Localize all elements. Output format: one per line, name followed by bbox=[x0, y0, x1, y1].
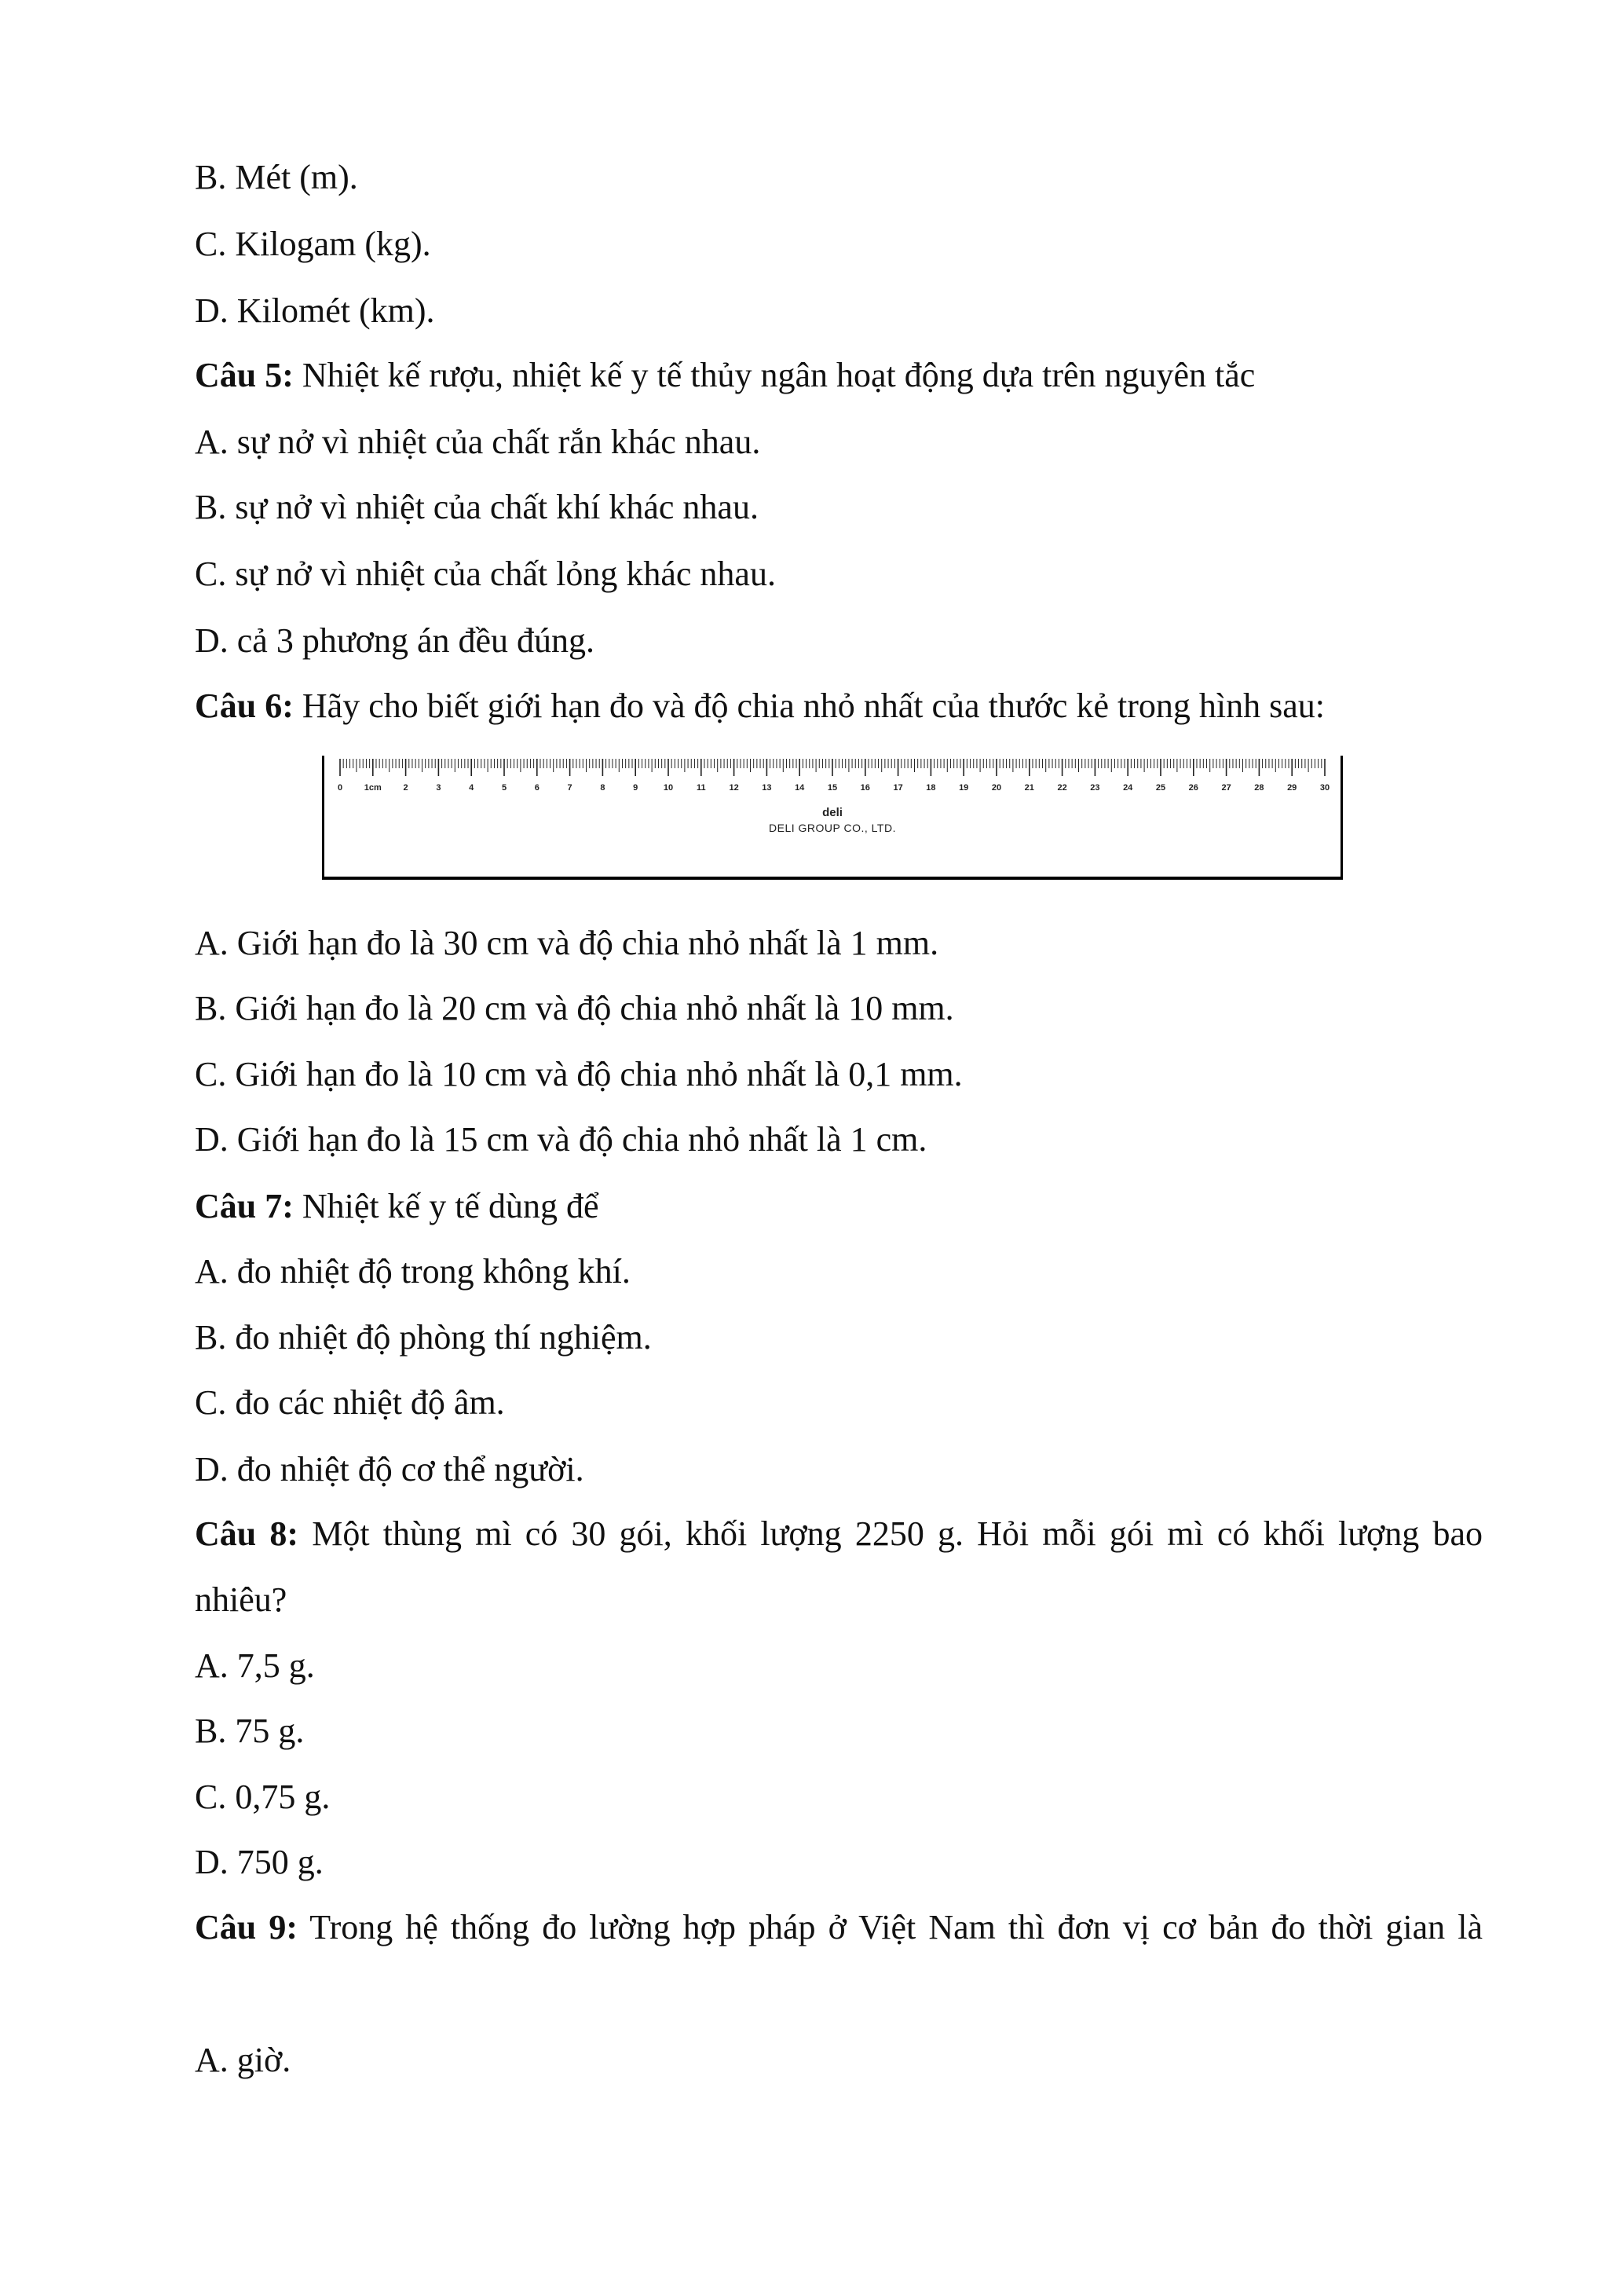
q6-option-b: B. Giới hạn đo là 20 cm và độ chia nhỏ nhất là 10 mm. bbox=[195, 989, 954, 1027]
ruler-company-name: DELI GROUP CO., LTD. bbox=[769, 822, 896, 834]
question-6 bbox=[195, 686, 1483, 727]
question-9-label: Câu 9: bbox=[195, 1908, 298, 1946]
question-9-text: Trong hệ thống đo lường hợp pháp ở Việt Nam thì đơn vị cơ bản đo thời gian là bbox=[297, 1908, 1483, 1946]
ruler-label: 30 bbox=[1319, 783, 1330, 793]
q6-option-d: D. Giới hạn đo là 15 cm và độ chia nhỏ nhất là 1 cm. bbox=[195, 1120, 927, 1159]
q8-option-c: C. 0,75 g. bbox=[195, 1778, 331, 1816]
q4-option-d: D. Kilomét (km). bbox=[195, 291, 435, 330]
q8-option-d: D. 750 g. bbox=[195, 1843, 324, 1881]
ruler-figure bbox=[322, 756, 1343, 880]
question-6-text: Hãy cho biết giới hạn đo và độ chia nhỏ nhất của thước kẻ trong hình sau: bbox=[293, 687, 1325, 725]
q5-option-b: B. sự nở vì nhiệt của chất khí khác nhau. bbox=[195, 488, 759, 526]
ruler-label: 27 bbox=[1221, 783, 1231, 793]
ruler-label: 8 bbox=[600, 783, 605, 793]
ruler-label: 16 bbox=[860, 783, 870, 793]
q5-option-a: A. sự nở vì nhiệt của chất rắn khác nhau. bbox=[195, 423, 761, 461]
ruler-label: 11 bbox=[696, 783, 706, 793]
ruler-label: 28 bbox=[1254, 783, 1264, 793]
ruler-label: 5 bbox=[501, 783, 507, 793]
q5-option-d: D. cả 3 phương án đều đúng. bbox=[195, 621, 595, 660]
ruler-label: 6 bbox=[534, 783, 540, 793]
q6-option-a: A. Giới hạn đo là 30 cm và độ chia nhỏ nhất là 1 mm. bbox=[195, 924, 939, 962]
ruler-label: 19 bbox=[959, 783, 969, 793]
ruler-label: 17 bbox=[893, 783, 903, 793]
question-7 bbox=[195, 1186, 1483, 1228]
q8-option-b: B. 75 g. bbox=[195, 1712, 305, 1750]
question-8-text: Một thùng mì có 30 gói, khối lượng 2250 g. Hỏi mỗi gói mì có khối lượng bao nhiêu? bbox=[195, 1514, 1483, 1619]
q7-option-d: D. đo nhiệt độ cơ thể người. bbox=[195, 1450, 584, 1489]
ruler-label: 22 bbox=[1057, 783, 1067, 793]
question-5-text: Nhiệt kế rượu, nhiệt kế y tế thủy ngân hoạt động dựa trên nguyên tắc bbox=[293, 356, 1256, 394]
ruler-label: 13 bbox=[762, 783, 772, 793]
ruler-label: 10 bbox=[663, 783, 674, 793]
ruler-scale bbox=[324, 756, 1341, 803]
ruler-brand-logo: deli bbox=[822, 806, 843, 819]
question-7-label: Câu 7: bbox=[195, 1187, 294, 1225]
question-7-text: Nhiệt kế y tế dùng để bbox=[293, 1187, 599, 1225]
q8-option-a: A. 7,5 g. bbox=[195, 1646, 315, 1685]
ruler-label: 4 bbox=[469, 783, 474, 793]
q4-option-c: C. Kilogam (kg). bbox=[195, 225, 431, 263]
ruler-label: 9 bbox=[633, 783, 638, 793]
q7-option-a: A. đo nhiệt độ trong không khí. bbox=[195, 1252, 631, 1291]
q9-option-a: A. giờ. bbox=[195, 2041, 291, 2079]
ruler-label: 14 bbox=[795, 783, 805, 793]
ruler-label: 15 bbox=[827, 783, 838, 793]
ruler-label: 24 bbox=[1123, 783, 1133, 793]
question-6-label: Câu 6: bbox=[195, 687, 294, 725]
ruler-label: 7 bbox=[567, 783, 572, 793]
q4-option-b: B. Mét (m). bbox=[195, 158, 358, 196]
question-5-label: Câu 5: bbox=[195, 356, 294, 394]
q5-option-c: C. sự nở vì nhiệt của chất lỏng khác nhau. bbox=[195, 555, 776, 593]
ruler-label: 3 bbox=[436, 783, 441, 793]
ruler-label: 2 bbox=[403, 783, 408, 793]
q7-option-c: C. đo các nhiệt độ âm. bbox=[195, 1383, 505, 1422]
ruler-label: 1cm bbox=[364, 783, 382, 793]
q7-option-b: B. đo nhiệt độ phòng thí nghiệm. bbox=[195, 1318, 652, 1357]
ruler-label: 29 bbox=[1287, 783, 1297, 793]
q6-option-c: C. Giới hạn đo là 10 cm và độ chia nhỏ nhất là 0,1 mm. bbox=[195, 1055, 963, 1093]
ruler-label: 20 bbox=[991, 783, 1002, 793]
ruler-label: 23 bbox=[1090, 783, 1100, 793]
ruler-label: 0 bbox=[337, 783, 343, 793]
question-8-label: Câu 8: bbox=[195, 1514, 299, 1553]
ruler-label: 21 bbox=[1024, 783, 1034, 793]
ruler-label: 18 bbox=[926, 783, 936, 793]
ruler-label: 12 bbox=[729, 783, 739, 793]
ruler-label: 25 bbox=[1155, 783, 1166, 793]
question-5 bbox=[195, 355, 1483, 397]
ruler-label: 26 bbox=[1188, 783, 1198, 793]
question-9 bbox=[195, 1895, 1483, 2027]
